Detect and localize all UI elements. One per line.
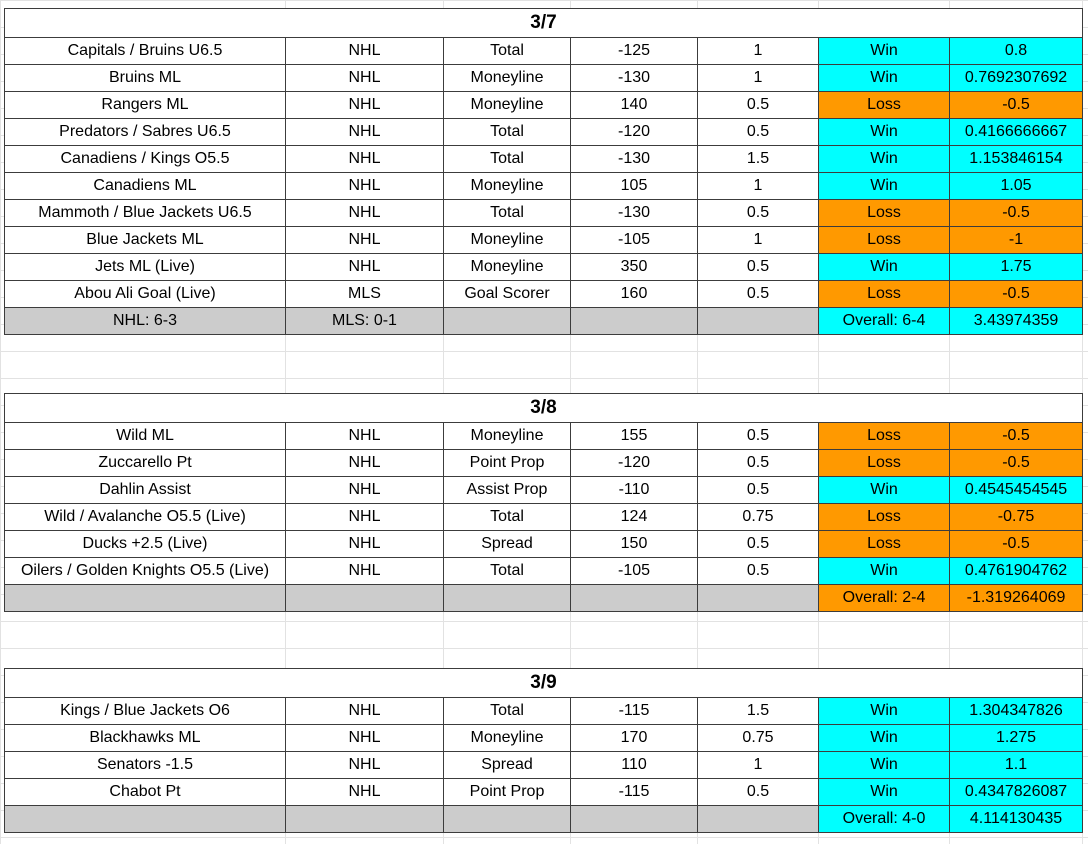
bet-odds-cell[interactable]: -120	[571, 119, 698, 146]
bet-odds-cell[interactable]: -120	[571, 450, 698, 477]
summary-empty-cell[interactable]	[444, 806, 571, 833]
bet-type-cell[interactable]: Total	[444, 200, 571, 227]
bet-profit-cell[interactable]: -0.5	[950, 92, 1083, 119]
bet-result-cell[interactable]: Win	[819, 752, 950, 779]
date-header-row	[5, 394, 1083, 423]
bet-units-cell[interactable]: 0.5	[698, 450, 819, 477]
bet-bet-cell[interactable]: Mammoth / Blue Jackets U6.5	[5, 200, 286, 227]
bet-type-cell[interactable]: Moneyline	[444, 173, 571, 200]
bet-profit-cell[interactable]: -0.75	[950, 504, 1083, 531]
bet-row	[5, 146, 1083, 173]
bet-row	[5, 227, 1083, 254]
bet-league-cell[interactable]: NHL	[286, 477, 444, 504]
bet-bet-cell[interactable]: Zuccarello Pt	[5, 450, 286, 477]
bet-profit-cell[interactable]: -1	[950, 227, 1083, 254]
bet-league-cell[interactable]: NHL	[286, 558, 444, 585]
bet-league-cell[interactable]: NHL	[286, 450, 444, 477]
summary-row	[5, 585, 1083, 612]
bet-bet-cell[interactable]: Capitals / Bruins U6.5	[5, 38, 286, 65]
bet-row	[5, 558, 1083, 585]
bet-units-cell[interactable]: 0.75	[698, 725, 819, 752]
date-header[interactable]: 3/9	[5, 669, 1083, 698]
bet-league-cell[interactable]: NHL	[286, 200, 444, 227]
bet-league-cell[interactable]: NHL	[286, 227, 444, 254]
bet-odds-cell[interactable]: -125	[571, 38, 698, 65]
bet-units-cell[interactable]: 0.5	[698, 119, 819, 146]
bet-row	[5, 281, 1083, 308]
bet-odds-cell[interactable]: 124	[571, 504, 698, 531]
summary-empty-cell[interactable]	[571, 806, 698, 833]
bet-type-cell[interactable]: Spread	[444, 752, 571, 779]
bet-row	[5, 698, 1083, 725]
bet-league-cell[interactable]: NHL	[286, 65, 444, 92]
bet-type-cell[interactable]: Goal Scorer	[444, 281, 571, 308]
bet-row	[5, 531, 1083, 558]
bet-result-cell[interactable]: Win	[819, 477, 950, 504]
bet-units-cell[interactable]: 0.5	[698, 477, 819, 504]
summary-overall-record-cell[interactable]: Overall: 4-0	[819, 806, 950, 833]
bet-profit-cell[interactable]: 0.4166666667	[950, 119, 1083, 146]
bet-profit-cell[interactable]: 1.275	[950, 725, 1083, 752]
bet-type-cell[interactable]: Spread	[444, 531, 571, 558]
bet-odds-cell[interactable]: 105	[571, 173, 698, 200]
summary-row	[5, 806, 1083, 833]
bet-units-cell[interactable]: 0.5	[698, 281, 819, 308]
bet-row	[5, 477, 1083, 504]
bet-league-cell[interactable]: NHL	[286, 779, 444, 806]
bet-odds-cell[interactable]: 170	[571, 725, 698, 752]
bet-row	[5, 119, 1083, 146]
bet-row	[5, 200, 1083, 227]
bet-row	[5, 38, 1083, 65]
bet-league-cell[interactable]: NHL	[286, 725, 444, 752]
bet-league-cell[interactable]: NHL	[286, 531, 444, 558]
bet-bet-cell[interactable]: Oilers / Golden Knights O5.5 (Live)	[5, 558, 286, 585]
bet-odds-cell[interactable]: -105	[571, 558, 698, 585]
bet-units-cell[interactable]: 0.5	[698, 200, 819, 227]
day-table-3-7	[4, 8, 1083, 335]
bet-result-cell[interactable]: Win	[819, 146, 950, 173]
bet-row	[5, 65, 1083, 92]
summary-league-record-cell[interactable]	[5, 585, 286, 612]
bet-profit-cell[interactable]: -0.5	[950, 281, 1083, 308]
bet-units-cell[interactable]: 1	[698, 173, 819, 200]
bet-type-cell[interactable]: Moneyline	[444, 227, 571, 254]
bet-odds-cell[interactable]: 150	[571, 531, 698, 558]
bet-profit-cell[interactable]: 1.304347826	[950, 698, 1083, 725]
bet-league-cell[interactable]: NHL	[286, 752, 444, 779]
bet-type-cell[interactable]: Total	[444, 38, 571, 65]
bet-result-cell[interactable]: Win	[819, 698, 950, 725]
summary-league-record-cell[interactable]	[286, 806, 444, 833]
bet-league-cell[interactable]: NHL	[286, 254, 444, 281]
bet-units-cell[interactable]: 0.5	[698, 92, 819, 119]
bet-bet-cell[interactable]: Bruins ML	[5, 65, 286, 92]
bet-units-cell[interactable]: 0.75	[698, 504, 819, 531]
bet-row	[5, 423, 1083, 450]
bet-league-cell[interactable]: MLS	[286, 281, 444, 308]
bet-row	[5, 92, 1083, 119]
bet-units-cell[interactable]: 1	[698, 752, 819, 779]
bet-units-cell[interactable]: 1.5	[698, 698, 819, 725]
bet-row	[5, 254, 1083, 281]
bet-result-cell[interactable]: Win	[819, 65, 950, 92]
bet-units-cell[interactable]: 0.5	[698, 531, 819, 558]
bet-type-cell[interactable]: Moneyline	[444, 725, 571, 752]
bet-bet-cell[interactable]: Blackhawks ML	[5, 725, 286, 752]
bet-type-cell[interactable]: Moneyline	[444, 254, 571, 281]
bet-profit-cell[interactable]: 0.8	[950, 38, 1083, 65]
bet-result-cell[interactable]: Loss	[819, 227, 950, 254]
bet-league-cell[interactable]: NHL	[286, 698, 444, 725]
bet-odds-cell[interactable]: -130	[571, 65, 698, 92]
bet-result-cell[interactable]: Loss	[819, 450, 950, 477]
bet-profit-cell[interactable]: 1.153846154	[950, 146, 1083, 173]
bet-league-cell[interactable]: NHL	[286, 92, 444, 119]
bet-bet-cell[interactable]: Jets ML (Live)	[5, 254, 286, 281]
bet-units-cell[interactable]: 1	[698, 227, 819, 254]
bet-league-cell[interactable]: NHL	[286, 423, 444, 450]
bet-type-cell[interactable]: Total	[444, 504, 571, 531]
bet-type-cell[interactable]: Total	[444, 119, 571, 146]
summary-overall-record-cell[interactable]: Overall: 6-4	[819, 308, 950, 335]
bet-bet-cell[interactable]: Senators -1.5	[5, 752, 286, 779]
bet-result-cell[interactable]: Loss	[819, 200, 950, 227]
bet-odds-cell[interactable]: -130	[571, 200, 698, 227]
bet-row	[5, 779, 1083, 806]
bet-odds-cell[interactable]: -130	[571, 146, 698, 173]
bet-odds-cell[interactable]: 155	[571, 423, 698, 450]
summary-empty-cell[interactable]	[698, 806, 819, 833]
summary-empty-cell[interactable]	[444, 308, 571, 335]
bet-profit-cell[interactable]: 1.05	[950, 173, 1083, 200]
bet-units-cell[interactable]: 0.5	[698, 779, 819, 806]
summary-empty-cell[interactable]	[571, 308, 698, 335]
summary-empty-cell[interactable]	[444, 585, 571, 612]
bet-type-cell[interactable]: Moneyline	[444, 423, 571, 450]
bet-result-cell[interactable]: Win	[819, 558, 950, 585]
bet-bet-cell[interactable]: Ducks +2.5 (Live)	[5, 531, 286, 558]
bet-result-cell[interactable]: Loss	[819, 504, 950, 531]
bet-league-cell[interactable]: NHL	[286, 173, 444, 200]
bet-type-cell[interactable]: Total	[444, 698, 571, 725]
bet-type-cell[interactable]: Point Prop	[444, 450, 571, 477]
bet-row	[5, 450, 1083, 477]
bet-odds-cell[interactable]: -110	[571, 477, 698, 504]
bet-bet-cell[interactable]: Rangers ML	[5, 92, 286, 119]
bet-units-cell[interactable]: 1	[698, 38, 819, 65]
bet-odds-cell[interactable]: 140	[571, 92, 698, 119]
summary-empty-cell[interactable]	[698, 308, 819, 335]
bet-profit-cell[interactable]: -0.5	[950, 423, 1083, 450]
bet-odds-cell[interactable]: 160	[571, 281, 698, 308]
bet-bet-cell[interactable]: Predators / Sabres U6.5	[5, 119, 286, 146]
bet-profit-cell[interactable]: -0.5	[950, 450, 1083, 477]
bet-odds-cell[interactable]: 350	[571, 254, 698, 281]
bet-bet-cell[interactable]: Canadiens ML	[5, 173, 286, 200]
bet-odds-cell[interactable]: -115	[571, 779, 698, 806]
bet-profit-cell[interactable]: 1.1	[950, 752, 1083, 779]
bet-units-cell[interactable]: 1.5	[698, 146, 819, 173]
bet-bet-cell[interactable]: Dahlin Assist	[5, 477, 286, 504]
summary-empty-cell[interactable]	[698, 585, 819, 612]
bet-league-cell[interactable]: NHL	[286, 38, 444, 65]
bet-profit-cell[interactable]: 0.4545454545	[950, 477, 1083, 504]
summary-league-record-cell[interactable]: NHL: 6-3	[5, 308, 286, 335]
bet-bet-cell[interactable]: Wild / Avalanche O5.5 (Live)	[5, 504, 286, 531]
bet-profit-cell[interactable]: 0.7692307692	[950, 65, 1083, 92]
bet-units-cell[interactable]: 0.5	[698, 254, 819, 281]
bet-result-cell[interactable]: Win	[819, 725, 950, 752]
bet-league-cell[interactable]: NHL	[286, 146, 444, 173]
bet-bet-cell[interactable]: Canadiens / Kings O5.5	[5, 146, 286, 173]
bet-type-cell[interactable]: Assist Prop	[444, 477, 571, 504]
bet-profit-cell[interactable]: 0.4347826087	[950, 779, 1083, 806]
summary-empty-cell[interactable]	[571, 585, 698, 612]
summary-league-record-cell[interactable]: MLS: 0-1	[286, 308, 444, 335]
bet-units-cell[interactable]: 1	[698, 65, 819, 92]
date-header-row	[5, 9, 1083, 38]
day-table-3-9	[4, 668, 1083, 833]
bet-result-cell[interactable]: Loss	[819, 531, 950, 558]
date-header[interactable]: 3/8	[5, 394, 1083, 423]
summary-overall-record-cell[interactable]: Overall: 2-4	[819, 585, 950, 612]
bet-type-cell[interactable]: Total	[444, 558, 571, 585]
bet-bet-cell[interactable]: Chabot Pt	[5, 779, 286, 806]
bet-league-cell[interactable]: NHL	[286, 119, 444, 146]
bet-type-cell[interactable]: Moneyline	[444, 65, 571, 92]
bet-bet-cell[interactable]: Wild ML	[5, 423, 286, 450]
bet-league-cell[interactable]: NHL	[286, 504, 444, 531]
bet-result-cell[interactable]: Loss	[819, 281, 950, 308]
summary-row	[5, 308, 1083, 335]
summary-total-profit-cell[interactable]: 3.43974359	[950, 308, 1083, 335]
bet-result-cell[interactable]: Loss	[819, 92, 950, 119]
bet-type-cell[interactable]: Point Prop	[444, 779, 571, 806]
bet-odds-cell[interactable]: -105	[571, 227, 698, 254]
bet-row	[5, 504, 1083, 531]
bet-profit-cell[interactable]: 1.75	[950, 254, 1083, 281]
bet-bet-cell[interactable]: Blue Jackets ML	[5, 227, 286, 254]
bet-profit-cell[interactable]: -0.5	[950, 531, 1083, 558]
bet-odds-cell[interactable]: -115	[571, 698, 698, 725]
bet-result-cell[interactable]: Win	[819, 254, 950, 281]
bet-result-cell[interactable]: Win	[819, 173, 950, 200]
bet-result-cell[interactable]: Win	[819, 38, 950, 65]
bet-result-cell[interactable]: Loss	[819, 423, 950, 450]
summary-total-profit-cell[interactable]: 4.114130435	[950, 806, 1083, 833]
bet-profit-cell[interactable]: 0.4761904762	[950, 558, 1083, 585]
bet-type-cell[interactable]: Moneyline	[444, 92, 571, 119]
bet-odds-cell[interactable]: 110	[571, 752, 698, 779]
bet-units-cell[interactable]: 0.5	[698, 423, 819, 450]
bet-type-cell[interactable]: Total	[444, 146, 571, 173]
date-header-row	[5, 669, 1083, 698]
summary-league-record-cell[interactable]	[5, 806, 286, 833]
bet-row	[5, 752, 1083, 779]
bet-units-cell[interactable]: 0.5	[698, 558, 819, 585]
bet-result-cell[interactable]: Win	[819, 119, 950, 146]
bet-result-cell[interactable]: Win	[819, 779, 950, 806]
bet-bet-cell[interactable]: Abou Ali Goal (Live)	[5, 281, 286, 308]
bet-bet-cell[interactable]: Kings / Blue Jackets O6	[5, 698, 286, 725]
bet-row	[5, 173, 1083, 200]
date-header[interactable]: 3/7	[5, 9, 1083, 38]
bet-row	[5, 725, 1083, 752]
day-table-3-8	[4, 393, 1083, 612]
summary-league-record-cell[interactable]	[286, 585, 444, 612]
bet-profit-cell[interactable]: -0.5	[950, 200, 1083, 227]
summary-total-profit-cell[interactable]: -1.319264069	[950, 585, 1083, 612]
